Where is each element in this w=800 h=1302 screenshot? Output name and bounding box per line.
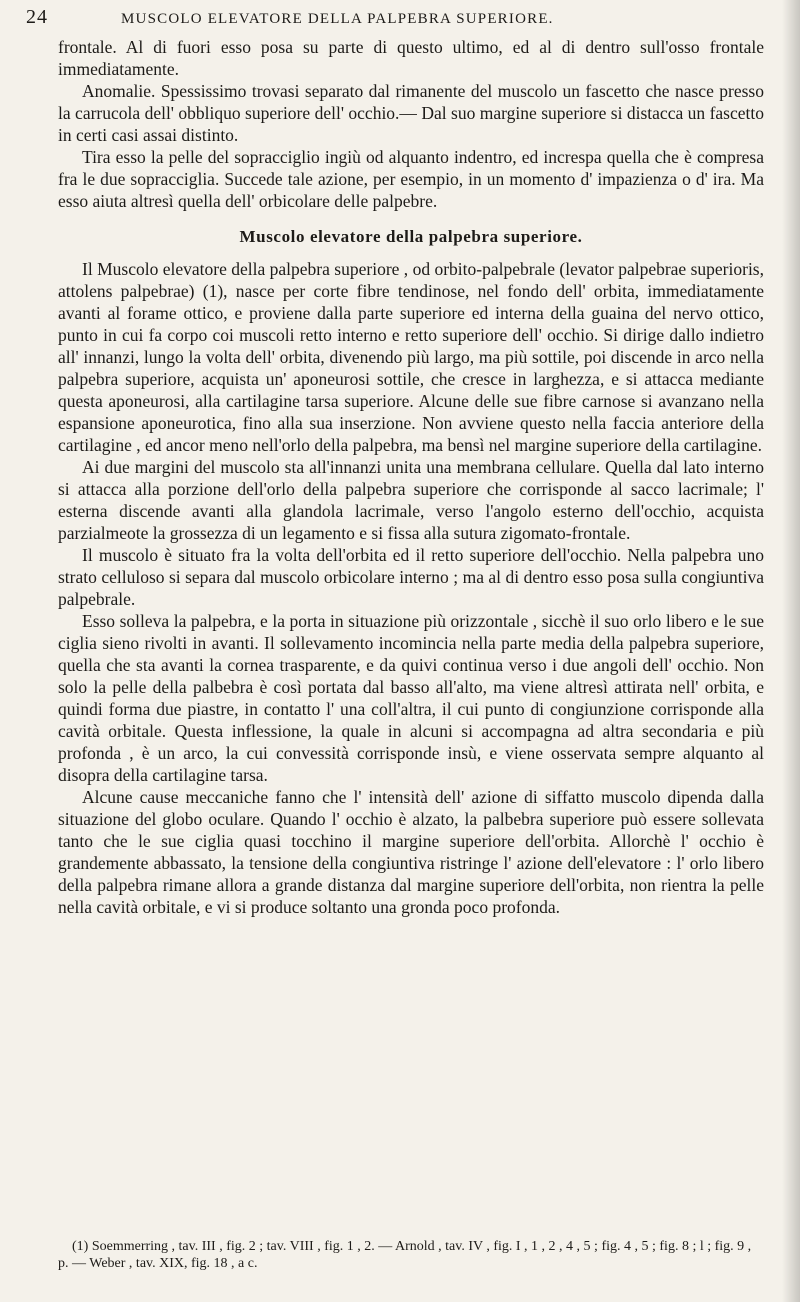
body-text: [58, 36, 764, 918]
running-title: MUSCOLO ELEVATORE DELLA PALPEBRA SUPERIORE.: [121, 11, 554, 27]
paragraph: Il muscolo è situato fra la volta dell'orbita ed il retto superiore dell'occhio. Nella palpebra uno strato celluloso si separa dal muscolo orbicolare interno ; ma al di dentro esso posa sulla congiuntiva palpebrale.: [58, 545, 764, 609]
paragraph: Ai due margini del muscolo sta all'innanzi unita una membrana cellulare. Quella dal lato interno si attacca alla porzione dell'orlo della palpebra superiore che corrisponde al sacco lacrimale; l' esterna discende avanti alla glandola lacrimale, verso l'angolo esterno dell'occhio, acquista parzialmeote la grossezza di un legamento e si fissa alla sutura zigomato-frontale.: [58, 457, 764, 543]
page-edge-shadow: [782, 0, 800, 1302]
page-header: [26, 4, 766, 34]
section-title: Muscolo elevatore della palpebra superiore.: [239, 227, 583, 246]
paragraph: frontale. Al di fuori esso posa su parte di questo ultimo, ed al di dentro sull'osso frontale immediatamente.: [58, 37, 764, 79]
paragraph: Esso solleva la palpebra, e la porta in situazione più orizzontale , sicchè il suo orlo libero e le sue ciglia sieno rivolti in avanti. Il sollevamento incomincia nella parte media della palpebra superiore, quella che sta avanti la cornea trasparente, e da quivi continua verso i due angoli dell' occhio. Non solo la pelle della palbebra è così portata dal basso all'alto, ma viene altresì attirata nell' orbita, e quindi forma due piastre, in contatto l' una coll'altra, il cui punto di congiunzione corrisponde alla cavità orbitale. Questa inflessione, la quale in alcuni si accompagna ad altra secondaria e più profonda , è un arco, la cui convessità corrisponde insù, e viene osservata sempre alquanto al disopra della cartilagine tarsa.: [58, 611, 764, 785]
paragraph: Tira esso la pelle del sopracciglio ingiù od alquanto indentro, ed increspa quella che è compresa fra le due sopracciglia. Succede tale azione, per esempio, in un momento d' impazienza o d' ira. Ma esso aiuta altresì quella dell' orbicolare delle palpebre.: [58, 147, 764, 211]
paragraph: Il Muscolo elevatore della palpebra superiore , od orbito-palpebrale (levator palpebrae superioris, attolens palpebrae) (1), nasce per corte fibre tendinose, nel fondo dell' orbita, immediatamente avanti al forame ottico, e proviene dalla parte superiore ed interna della guaina del nervo ottico, punto in cui fa corpo coi muscoli retto interno e retto superiore dell' occhio. Si dirige dallo indietro all' innanzi, lungo la volta dell' orbita, divenendo più largo, ma più sottile, poi discende in arco nella palpebra superiore, acquista un' aponeurosi sottile, che cresce in larghezza, e si attacca mediante questa aponeurosi, alla cartilagine tarsa superiore. Alcune delle sue fibre carnose si avanzano nella espansione aponeurotica, fino alla sua inserzione. Non avviene questo nella faccia anteriore della cartilagine , ed ancor meno nell'orlo della palpebra, ma bensì nel margine superiore della cartilagine.: [58, 259, 764, 455]
footnote: (1) Soemmerring , tav. III , fig. 2 ; tav. VIII , fig. 1 , 2. — Arnold , tav. IV , fig. I , 1 , 2 , 4 , 5 ; fig. 4 , 5 ; fig. 8 ; l ; fig. 9 , p. — Weber , tav. XIX, fig. 18 , a c.: [58, 1239, 752, 1271]
paragraph: Alcune cause meccaniche fanno che l' intensità dell' azione di siffatto muscolo dipenda dalla situazione del globo oculare. Quando l' occhio è alzato, la palbebra superiore può essere sollevata tanto che le sue ciglia quasi tocchino il margine superiore dell'orbita. Allorchè l' occhio è grandemente abbassato, la tensione della congiuntiva ristringe l' azione dell'elevatore : l' orlo libero della palpebra rimane allora a grande distanza dal margine superiore dell'orbita, non rientra la pelle nella cavità orbitale, e vi si produce soltanto una gronda poco profonda.: [58, 787, 764, 917]
footnotes: [58, 1238, 764, 1272]
page-number: 24: [26, 6, 48, 28]
paragraph-anomalie: Anomalie. Spessissimo trovasi separato dal rimanente del muscolo un fascetto che nasce presso la carrucola dell' obbliquo superiore dell' occhio.— Dal suo margine superiore si distacca un fascetto in certi casi assai distinto.: [58, 81, 764, 145]
